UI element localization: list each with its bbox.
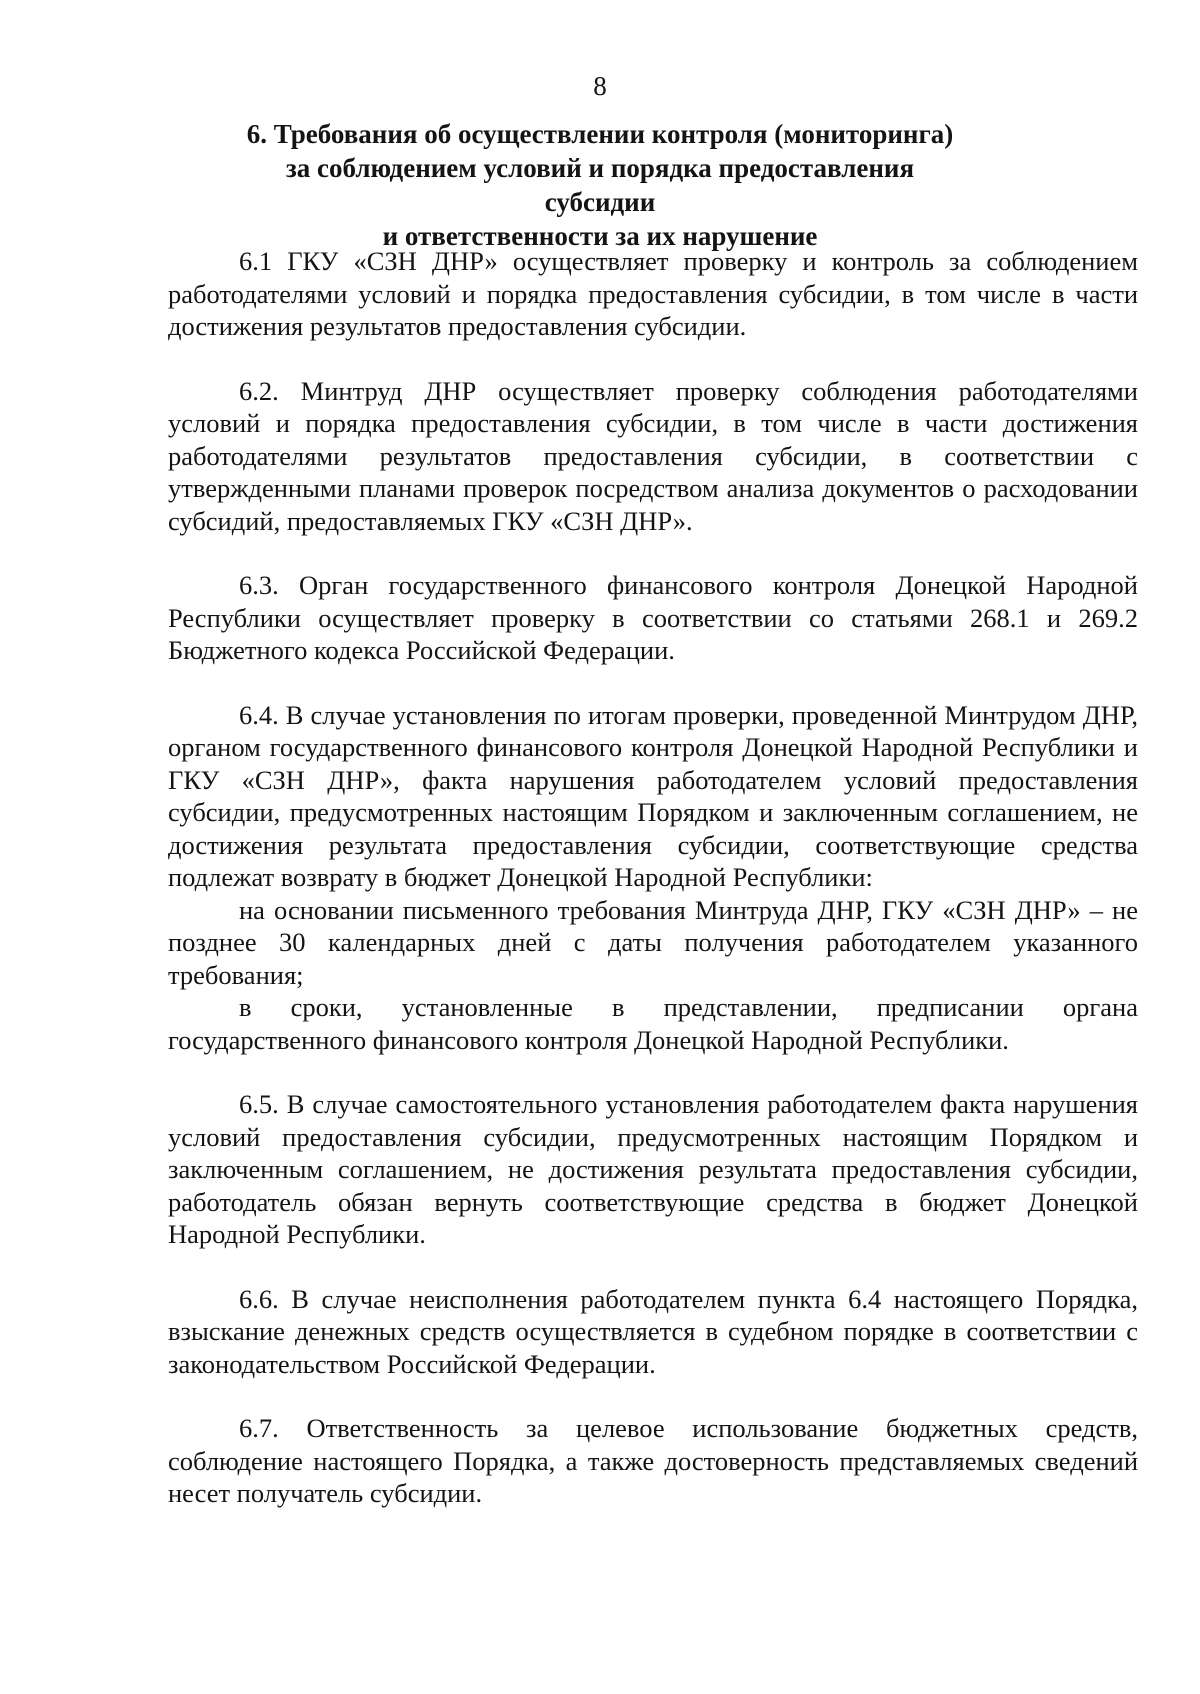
paragraph-6-4-item-a: на основании письменного требования Минтруда ДНР, ГКУ «СЗН ДНР» – не позднее 30 календарных дней с даты получения работодателем указанного требования;	[168, 894, 1138, 990]
heading-line-3: и ответственности за их нарушение	[382, 221, 818, 251]
paragraph-6-6: 6.6. В случае неисполнения работодателем пункта 6.4 настоящего Порядка, взыскание денежных средств осуществляется в судебном порядке в соответствии с законодательством Российской Федерации.	[168, 1283, 1138, 1379]
paragraph-6-7: 6.7. Ответственность за целевое использование бюджетных средств, соблюдение настоящего Порядка, а также достоверность представляемых сведений несет получатель субсидии.	[168, 1413, 1138, 1508]
document-body	[168, 245, 1138, 1510]
paragraph-6-3: 6.3. Орган государственного финансового контроля Донецкой Народной Республики осуществляет проверку в соответствии со статьями 268.1 и 269.2 Бюджетного кодекса Российской Федерации.	[168, 570, 1138, 665]
page-number: 8	[593, 71, 607, 101]
heading-line-2: за соблюдением условий и порядка предоставления субсидии	[285, 153, 915, 217]
heading-line-1: 6. Требования об осуществлении контроля (мониторинга)	[246, 119, 954, 149]
paragraph-6-2: 6.2. Минтруд ДНР осуществляет проверку соблюдения работодателями условий и порядка предоставления субсидии, в том числе в части достижения работодателями результатов предоставления субсидии, в соответствии с утвержденными планами проверок посредством анализа документов о расходовании субсидий, предоставляемых ГКУ «СЗН ДНР».	[168, 375, 1138, 536]
paragraph-6-5: 6.5. В случае самостоятельного установления работодателем факта нарушения условий предоставления субсидии, предусмотренных настоящим Порядком и заключенным соглашением, не достижения результата предоставления субсидии, работодатель обязан вернуть соответствующие средства в бюджет Донецкой Народной Республики.	[168, 1089, 1138, 1249]
paragraph-6-4: 6.4. В случае установления по итогам проверки, проведенной Минтрудом ДНР, органом государственного финансового контроля Донецкой Народной Республики и ГКУ «СЗН ДНР», факта нарушения работодателем условий предоставления субсидии, предусмотренных настоящим Порядком и заключенным соглашением, не достижения результата предоставления субсидии, соответствующие средства подлежат возврату в бюджет Донецкой Народной Республики:	[168, 699, 1138, 892]
paragraph-6-1: 6.1 ГКУ «СЗН ДНР» осуществляет проверку и контроль за соблюдением работодателями условий и порядка предоставления субсидии, в том числе в части достижения результатов предоставления субсидии.	[168, 246, 1138, 341]
section-heading	[230, 117, 970, 253]
paragraph-6-4-item-b: в сроки, установленные в представлении, предписании органа государственного финансового контроля Донецкой Народной Республики.	[168, 992, 1138, 1055]
